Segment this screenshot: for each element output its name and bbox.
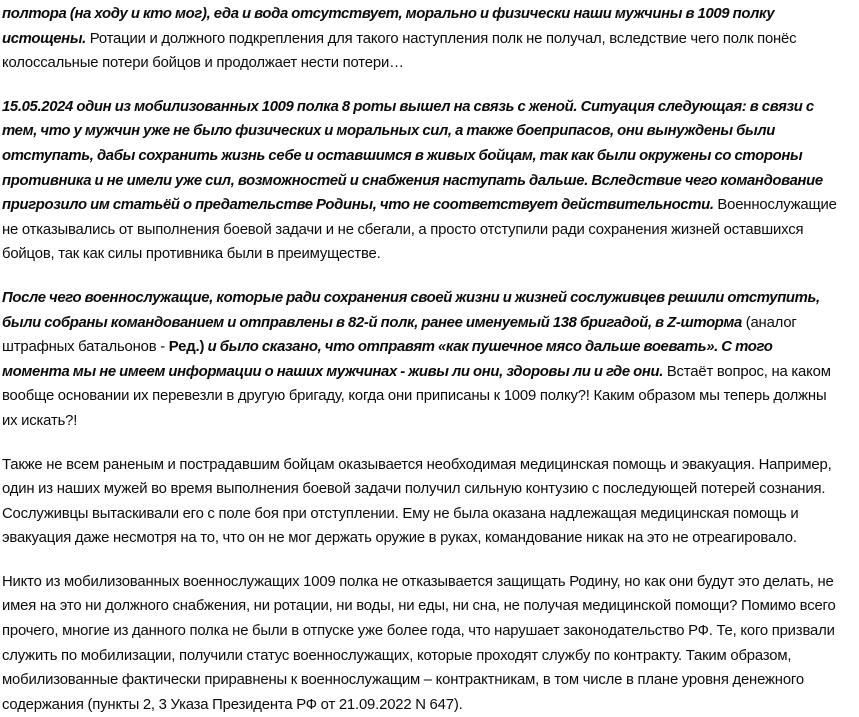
text-run: (аналог штрафных батальонов - (2, 313, 797, 356)
emphasized-text-run: После чего военнослужащие, которые ради сохранения своей жизни и жизней сослуживцев решили отступить, были собраны командованием и отправлены в 82-й полк, ранее именуемый 138 бригадой, в Z-шторма (2, 288, 820, 331)
paragraph (2, 570, 842, 717)
text-run: Военнослужащие не отказывались от выполнения боевой задачи и не сбегали, а просто отступили ради сохранения жизней оставшихся бойцов, так как силы противника были в преимуществе. (2, 196, 837, 263)
emphasized-text-run: 15.05.2024 один из мобилизованных 1009 полка 8 роты вышел на связь с женой. Ситуация следующая: в связи с тем, что у мужчин уже не было физических и моральных сил, а также боеприпасов, они вынуждены были отступать, дабы сохранить жизнь себе и оставшимся в живых бойцам, так как были окружены со стороны противника и не имели уже сил, возможностей и снабжения наступать дальше. Вследствие чего командование пригрозило им статьёй о предательстве Родины, что не соответствует действительности. (2, 97, 823, 214)
paragraph (2, 453, 842, 551)
emphasized-text-run: и было сказано, что отправят «как пушечное мясо дальше воевать». С того момента мы не имеем информации о наших мужчинах - живы ли они, здоровы ли и где они. (2, 338, 773, 380)
emphasized-text-run: полтора (на ходу и кто мог), еда и вода отсутствует, морально и физически наши мужчины в 1009 полку истощены. (2, 5, 775, 47)
text-run: Также не всем раненым и пострадавшим бойцам оказывается необходимая медицинская помощь и эвакуация. Например, один из наших мужей во время выполнения боевой задачи получил сильную контузию с последующей потерей сознания. Сослуживцы вытаскивали его с поле боя при отступлении. Ему не была оказана надлежащая медицинская помощь и эвакуация даже несмотря на то, что он не мог держать оружие в руках, командование никак на это не отреагировало. (2, 455, 832, 547)
text-run: Ротации и должного подкрепления для такого наступления полк не получал, вследствие чего полк понёс колоссальные потери бойцов и продолжает нести потери… (2, 29, 797, 72)
paragraph (2, 286, 842, 434)
paragraph (2, 2, 842, 76)
emphasized-text-run: Ред.) (168, 338, 205, 356)
paragraph (2, 95, 842, 267)
text-run: Никто из мобилизованных военнослужащих 1009 полка не отказывается защищать Родину, но как они будут это делать, не имея на это ни должного снабжения, ни ротации, ни воды, ни еды, ни сна, не получая медицинской помощи? Помимо всего прочего, многие из данного полка не были в отпуске уже более года, что нарушает законодательство РФ. Те, кого призвали служить по мобилизации, получили статус военнослужащих, которые проходят службу по контракту. Таким образом, мобилизованные фактически приравнены к военнослужащим – контрактникам, в том числе в плане уровня денежного содержания (пункты 2, 3 Указа Президента РФ от 21.09.2022 N 647). (2, 572, 836, 713)
text-run: Встаёт вопрос, на каком вообще основании их перевезли в другую бригаду, когда они приписаны к 1009 полку?! Каким образом мы теперь должны их искать?! (2, 362, 831, 429)
